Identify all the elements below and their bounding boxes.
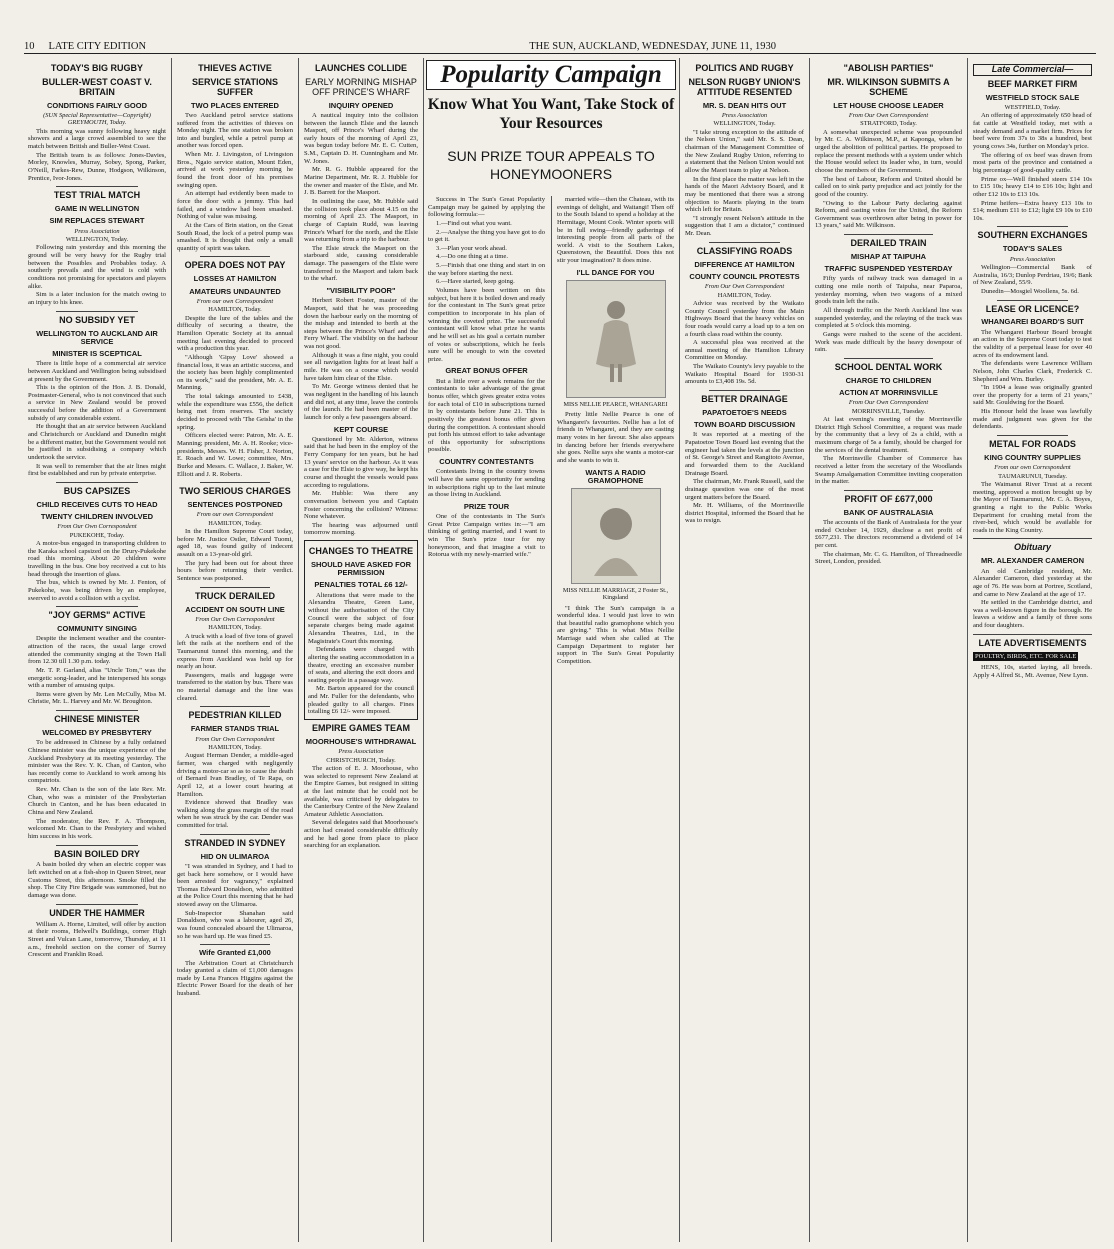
paragraph: Pretty little Nellie Pearce is one of Whangarei's favourites. Nellie has a lot of friends in Whangarei, and they are casting many votes in her favour. She also appears in dancing before her friends everywhere she goes. Nellie says she wants a motor-car and she wants to win it. bbox=[557, 411, 674, 465]
subhead: HID ON ULIMAROA bbox=[200, 851, 270, 861]
headline: UNDER THE HAMMER bbox=[49, 907, 145, 918]
boxed-story bbox=[304, 540, 418, 720]
paragraph: Questioned by Mr. Alderton, witness said that he had been in the employ of the Ferry Company for ten years, but he had 13 years' service on the harbour. As it was a case for the Elsie to give way, he kept his course and thought the vessels would pass according to regulations. bbox=[304, 435, 418, 489]
paragraph: "In 1904 a lease was originally granted over the property for a term of 21 years," said Mr. Gouldwing for the Board. bbox=[973, 384, 1092, 407]
paragraph: Despite the inclement weather and the counter-attraction of the races, the usual large crowd attended the community singing at the Town Hall from 12.30 till 1.30 p.m. today. bbox=[28, 635, 166, 666]
subhead: CONDITIONS FAIRLY GOOD bbox=[46, 100, 147, 110]
paragraph: The total takings amounted to £438, while the expenditure was £556, the deficit being met from reserves. The society decided to proceed with 'The Geisha' in the spring. bbox=[177, 393, 293, 431]
source-line: From Our Own Correspondent bbox=[704, 283, 785, 291]
headline: NELSON RUGBY UNION'S ATTITUDE RESENTED bbox=[688, 76, 801, 97]
formula-item: 3.—Plan your work ahead. bbox=[436, 244, 507, 252]
feature-deck: Know What You Want, Take Stock of Your Resources bbox=[427, 96, 675, 132]
paragraph: But a little over a week remains for the contestants to take advantage of the great bonus offer, which gives greater extra votes for each total of £10 in subscriptions turned in by contestants before June 21. This is positively the greatest bonus offer given during the competition. A contestant should put forth his utmost effort to take advantage of this opportunity for subscriptions possible. bbox=[428, 377, 545, 454]
paragraph: It was reported at a meeting of the Papatoetoe Town Board last evening that the engineer had taken the levels at the junction of St. George's Street and Rangitoto Avenue, and forwarded them to the Auckland Drainage Board. bbox=[685, 431, 804, 477]
paragraph: A basin boiled dry when an electric copper was left switched on at a fish-shop in Queen Street, near Customs Street, this afternoon. Smoke filled the shop. The City Fire Brigade was summoned, but no damage was done. bbox=[28, 861, 166, 900]
paragraph: Following rain yesterday and this morning the ground will be very heavy for the Rugby trial between the Possibles and Probables today. A southerly prevails and the wind is cold with conditions not promising for spectators and players alike. bbox=[28, 244, 166, 290]
column-1 bbox=[24, 60, 170, 1242]
source-line: Press Association bbox=[338, 748, 384, 756]
formula-item: 2.—Analyse the thing you have got to do to get it. bbox=[428, 228, 545, 244]
subhead: COUNTRY CONTESTANTS bbox=[439, 457, 534, 467]
subhead: MISHAP AT TAIPUHA bbox=[850, 251, 927, 261]
paragraph: "Owing to the Labour Party declaring against Reform, and casting votes for the United, the Reform Government was overthrown after being in power for 13 years," said Mr. Wilkinson. bbox=[815, 199, 962, 230]
dancer-silhouette-icon bbox=[586, 294, 646, 384]
subhead: WESTFIELD STOCK SALE bbox=[985, 92, 1080, 102]
source-line: (SUN Special Representative—Copyright) GREYMOUTH, Today. bbox=[43, 111, 151, 127]
paragraph: The hearing was adjourned until tomorrow morning. bbox=[304, 521, 418, 537]
source-line: Press Association bbox=[1009, 255, 1056, 263]
subhead: INQUIRY OPENED bbox=[328, 100, 394, 110]
subhead: WANTS A RADIO GRAMOPHONE bbox=[585, 467, 646, 485]
paragraph: "Although 'Gipsy Love' showed a financial loss, it was an artistic success, and the society has been highly complimented on its work," said the president, Mr. A. E. Manning. bbox=[177, 353, 293, 392]
paragraph: Two Auckland petrol service stations suffered from the activities of thieves on Monday night. The one station was broken into and burgled, while a petrol pump at another was forced open. bbox=[177, 111, 293, 150]
subhead: GAME IN WELLINGTON bbox=[54, 204, 140, 214]
feature-right-column bbox=[553, 196, 678, 1242]
paragraph: The Elsie struck the Masport on the starboard side, causing considerable damage. The passengers of the Elsie were transferred to the Masport and taken back to the wharf. bbox=[304, 244, 418, 283]
paragraph: Dunedin—Mosgiel Woollens, 5s. 6d. bbox=[981, 287, 1079, 295]
paragraph: Sub-Inspector Shanahan said Donaldson, who was a labourer, aged 26, was found concealed aboard the Ulimaroa, so he was hard up. He was fined £5. bbox=[177, 909, 293, 940]
headline: METAL FOR ROADS bbox=[989, 439, 1076, 450]
paper-title: THE SUN, AUCKLAND, WEDNESDAY, JUNE 11, 1930 bbox=[529, 40, 776, 52]
paragraph: To Mr. George witness denied that he was negligent in the handling of his launch and did not, at any time, leave the controls of the launch. He had been master of the launch for only a few passengers aboard. bbox=[304, 383, 418, 421]
subhead: KING COUNTRY SUPPLIES bbox=[984, 452, 1081, 462]
paragraph: He thought that an air service between Auckland and Christchurch or Auckland and Dunedin might be a different matter, but the Government would not be justified in subsidising a company which undertook the service. bbox=[28, 423, 166, 461]
paragraph: A nautical inquiry into the collision between the launch Elsie and the launch Masport, off Prince's Wharf during the early hours of the morning of April 23, was begun today before Mr. E. C. Cutten, S.M., Captain D. H. Cunningham and Mr. W. Jones. bbox=[304, 111, 418, 165]
paragraph: His Honour held the lease was lawfully made and judgment was given for the defendants. bbox=[973, 408, 1092, 431]
paragraph: Success in The Sun's Great Popularity Campaign may be gained by applying the following formula:— bbox=[428, 196, 545, 219]
formula-item: 4.—Do one thing at a time. bbox=[436, 253, 508, 261]
source-line: From our own Correspondent bbox=[196, 511, 274, 519]
paragraph: "I strongly resent Nelson's attitude in the suggestion that I am a dictator," continued Mr. Dean. bbox=[685, 214, 804, 238]
headline: SOUTHERN EXCHANGES bbox=[977, 230, 1088, 241]
paragraph: Sim is a later inclusion for the match owing to an injury to his knee. bbox=[28, 291, 166, 306]
paragraph: The Arbitration Court at Christchurch today granted a claim of £1,000 damages made by Lena Frances Higgins against the Electric Power Board for the death of her husband. bbox=[177, 959, 293, 998]
column-6 bbox=[811, 60, 966, 1242]
paragraph: "I take strong exception to the attitude of the Nelson Union," said Mr. S. S. Dean, chairman of the Management Committee of the New Zealand Rugby Union, referring to a statement that the Nelson Union would not allow the Maori team to play at Nelson. bbox=[685, 128, 804, 174]
dateline: WESTFIELD, Today. bbox=[1004, 104, 1061, 112]
subhead: CHILD RECEIVES CUTS TO HEAD bbox=[36, 499, 158, 509]
paragraph: "I was stranded in Sydney, and I had to get back here somehow, or I would have been arrested for vagrancy," explained Thomas Edward Donaldson, who admitted at the Police Court this morning that he had stowed away on the Ulimaroa. bbox=[177, 862, 293, 909]
paragraph: Contestants living in the country towns will have the same opportunity for sending in subscriptions right up to the last minute as those living in Auckland. bbox=[428, 468, 545, 499]
section-label: Late Commercial— bbox=[973, 64, 1092, 76]
source-line: From our own Correspondent bbox=[196, 297, 274, 305]
paragraph: Rev. Mr. Chan is the son of the late Rev. Mr. Chan, who was a minister of the Presbyterian Church in Canton, and he has been educated in China and New Zealand. bbox=[28, 786, 166, 817]
subhead: LET HOUSE CHOOSE LEADER bbox=[833, 100, 944, 110]
formula-item: 6.—Have started, keep going. bbox=[436, 278, 515, 286]
woman-portrait-icon bbox=[586, 496, 646, 576]
subhead: COUNTY COUNCIL PROTESTS bbox=[689, 271, 800, 281]
subhead: ACCIDENT ON SOUTH LINE bbox=[185, 604, 285, 614]
paragraph: Advice was received by the Waikato County Council yesterday from the Main Highways Board that the heavy vehicles on four roads would carry a load up to a ten on a fourth class road within the county. bbox=[685, 299, 804, 338]
feature-left-column bbox=[424, 196, 549, 1242]
paragraph: "I think The Sun's campaign is a wonderful idea. I would just love to win that beautiful radio gramophone which you are giving." This is what Miss Nellie Marriage said when she called at The Campaign Department to register her support in The Sun's Great Popularity Competition. bbox=[557, 604, 674, 666]
subhead: MR. ALEXANDER CAMERON bbox=[980, 556, 1085, 566]
headline: PEDESTRIAN KILLED bbox=[188, 710, 282, 721]
subhead: GREAT BONUS OFFER bbox=[445, 366, 528, 376]
headline: CLASSIFYING ROADS bbox=[696, 245, 793, 256]
photo-caption: MISS NELLIE PEARCE, WHANGAREI bbox=[563, 401, 668, 409]
paragraph: The accounts of the Bank of Australasia for the year ended October 14, 1929, disclose a net profit of £677,231. The directors recommend a dividend of 14 per cent. bbox=[815, 519, 962, 549]
paragraph: There is little hope of a commercial air service between Auckland and Wellington being subsidised at present by the Government. bbox=[28, 360, 166, 383]
paragraph: Fifty yards of railway track was damaged in a cutting one mile north of Taipuha, near Paparoa, yesterday morning, when two wagons of a mixed goods train left the rails. bbox=[815, 275, 962, 306]
subhead: MINISTER IS SCEPTICAL bbox=[52, 349, 142, 358]
paragraph: The chairman, Mr. C. G. Hamilton, of Threadneedle Street, London, presided. bbox=[815, 550, 962, 566]
paragraph: At the Cars of Brin station, on the Great South Road, the lock of a petrol pump was smashed. It is thought that only a small quantity of spirit was taken. bbox=[177, 221, 293, 252]
paragraph: In the Hamilton Supreme Court today, before Mr. Justice Ostler, Edward Tuomi, aged 18, was found guilty of indecent assault on a 13-year-old girl. bbox=[177, 528, 293, 559]
paragraph: Herbert Robert Foster, master of the Masport, said that he was proceeding down the harbour early on the morning of the mishap and intended to berth at the steps between the Prince's Wharf and the Ferry Wharf. The visibility on the harbour was not good. bbox=[304, 297, 418, 351]
paragraph: Mr. Hubble: Was there any conversation between you and Captain Foster concerning the collision? Witness: None whatever. bbox=[304, 490, 418, 521]
source-line: From Our Own Correspondent bbox=[848, 111, 929, 119]
headline: EARLY MORNING MISHAP OFF PRINCE'S WHARF bbox=[305, 76, 417, 97]
column-rule bbox=[298, 58, 299, 1242]
dateline: PUKEKOHE, Today. bbox=[69, 531, 125, 539]
source-line: Press Association bbox=[721, 111, 768, 119]
headline: OPERA DOES NOT PAY bbox=[184, 260, 286, 271]
headline: LEASE OR LICENCE? bbox=[985, 303, 1080, 314]
subhead: BANK OF AUSTRALASIA bbox=[843, 507, 934, 517]
paragraph: Mr. Barton appeared for the council and Mr. Fuller for the defendants, who pleaded guilty to all charges. Fines totalling £6 12/- were imposed. bbox=[308, 685, 414, 716]
paragraph: One of the contestants in The Sun's Great Prize Campaign writes in:—"I am thinking of getting married, and I want to win The Sun's prize tour for my honeymoon, and that imagine a visit to Rotorua with my newly-married wife." bbox=[428, 513, 545, 559]
paragraph: He settled in the Cambridge district, and was a well-known figure in the borough. He leaves a widow and a family of three sons and four daughters. bbox=[973, 599, 1092, 630]
paragraph: Mr. H. Williams, of the Morrinsville district Hospital, informed the Board that he was to resign. bbox=[685, 502, 804, 525]
portrait-photo bbox=[566, 280, 666, 398]
paragraph: August Herman Dender, a middle-aged farmer, was charged with negligently driving a motor-car so as to cause the death of Bernard Ivan Bradley, of Te Rapa, on April 12, at a lower court hearing at Hamilton. bbox=[177, 752, 293, 798]
paragraph: Prime heifers—Extra heavy £13 10s to £14; medium £11 to £12; light £9 10s to £10 10s. bbox=[973, 199, 1092, 222]
headline: CHINESE MINISTER bbox=[54, 714, 140, 725]
paragraph: The jury had been out for about three hours before returning their verdict. Sentence was postponed. bbox=[177, 559, 293, 582]
paragraph: Despite the lure of the tables and the difficulty of securing a theatre, the Hamilton Operatic Society at its annual meeting last evening decided to proceed with a production this year. bbox=[177, 314, 293, 353]
paragraph: When Mr. J. Livingston, of Livingston Bros., Ngaio service station, Mount Eden, arrived at work yesterday morning he found the front door of his premises swinging open. bbox=[177, 151, 293, 189]
subhead: SIM REPLACES STEWART bbox=[49, 216, 145, 226]
subhead: WELCOMED BY PRESBYTERY bbox=[42, 728, 152, 738]
headline: BEEF MARKET FIRM bbox=[987, 78, 1078, 89]
dateline: WELLINGTON, Today. bbox=[713, 120, 776, 128]
paragraph: The defendants were Lawrence William Nelson, John Charles Clark, Frederick C. Shepherd and Wm. Burley. bbox=[973, 360, 1092, 383]
headline: Obituary bbox=[1013, 542, 1051, 553]
dateline: STRATFORD, Today. bbox=[860, 120, 917, 128]
paragraph: Evidence showed that Bradley was walking along the grass margin of the road when he was struck by the car. Dender was committed for trial. bbox=[177, 799, 293, 830]
subhead: SHOULD HAVE ASKED FOR PERMISSION bbox=[310, 559, 411, 578]
subhead: AMATEURS UNDAUNTED bbox=[189, 286, 281, 296]
paragraph: The Morrinsville Chamber of Commerce has received a letter from the secretary of the Woodlands Swamp Amalgamation Committee inviting cooperation in the matter. bbox=[815, 455, 962, 486]
dateline: MORRINSVILLE, Tuesday. bbox=[851, 407, 926, 415]
dateline: CHRISTCHURCH, Today. bbox=[326, 756, 396, 764]
subhead: KEPT COURSE bbox=[333, 424, 389, 434]
headline: BETTER DRAINAGE bbox=[701, 394, 788, 405]
dateline: HAMILTON, Today. bbox=[208, 519, 262, 527]
headline: DERAILED TRAIN bbox=[850, 238, 927, 249]
paragraph: Passengers, mails and luggage were transferred to the station by bus. There was no material damage and the line was cleared. bbox=[177, 671, 293, 702]
paragraph: The moderator, the Rev. F. A. Thompson, welcomed Mr. Chan to the Presbytery and wished him success in his work. bbox=[28, 817, 166, 840]
headline: TEST TRIAL MATCH bbox=[53, 190, 141, 201]
portrait-photo bbox=[571, 488, 661, 584]
headline: BULLER-WEST COAST V. BRITAIN bbox=[42, 76, 152, 97]
subhead: PENALTIES TOTAL £6 12/- bbox=[314, 580, 408, 590]
paragraph: Wellington—Commercial Bank of Australia, 16/3; Dunlop Perdriau, 19/6; Bank of New Zealand, 55/9. bbox=[973, 263, 1092, 287]
campaign-banner: Popularity Campaign bbox=[426, 60, 676, 90]
kicker: POLITICS AND RUGBY bbox=[695, 63, 794, 73]
paragraph: Volumes have been written on this subject, but here it is boiled down and ready for the contestant in The Sun's great prize competition to incorporate in his plan of winning the coveted prize. The successful contestant will know what prize he wants and he will set as his goal a certain number of votes or subscriptions, which he feels sure will be enough to win the coveted prize. bbox=[428, 287, 545, 363]
column-rule bbox=[967, 58, 968, 1242]
paragraph: Alterations that were made to the Alexandra Theatre, Green Lane, without the authorisation of the City Council were the subject of four separate charges being made against Alexandra Theatres, Ltd., in the Magistrate's Court this morning. bbox=[308, 591, 414, 645]
subhead: TOWN BOARD DISCUSSION bbox=[693, 420, 796, 430]
subhead: MR. S. DEAN HITS OUT bbox=[702, 100, 787, 110]
paragraph: Mr. R. G. Hubble appeared for the Marine Department, Mr. R. J. Hubble for the owner and master of the Elsie, and Mr. J. B. Barrett for the Masport. bbox=[304, 166, 418, 197]
subhead: TWENTY CHILDREN INVOLVED bbox=[40, 512, 154, 521]
feature-headline: SUN PRIZE TOUR APPEALS TO HONEYMOONERS bbox=[447, 148, 655, 182]
headline: NO SUBSIDY YET bbox=[59, 314, 135, 325]
column-rule bbox=[551, 196, 552, 1242]
dateline: HAMILTON, Today. bbox=[208, 624, 262, 632]
headline: BUS CAPSIZES bbox=[63, 485, 131, 496]
subhead: PRIZE TOUR bbox=[463, 501, 510, 511]
column-5 bbox=[681, 60, 808, 1242]
paragraph: All through traffic on the North Auckland line was suspended yesterday, and the relaying of the track was completed at 5 o'clock this morning. bbox=[815, 307, 962, 330]
column-2 bbox=[173, 60, 297, 1242]
dateline: HAMILTON, Today. bbox=[208, 306, 262, 314]
paragraph: To be addressed in Chinese by a fully ordained Chinese minister was the unique experience of the Auckland Presbytery at its meeting yesterday. The minister was the Rev. Y. K. Chan, of Canton, who has recently come to Auckland to work among his compatriots. bbox=[28, 739, 166, 785]
column-rule bbox=[809, 58, 810, 1242]
subhead: ACTION AT MORRINSVILLE bbox=[839, 388, 938, 398]
paragraph: The best of Labour, Reform and United should be called on to sink party prejudice and act jointly for the good of the country. bbox=[815, 175, 962, 198]
paragraph: This is the opinion of the Hon. J. B. Donald, Postmaster-General, who is not convinced that such a service in New Zealand would be proved successful before the addition of a Government subsidy of any considerable extent. bbox=[28, 384, 166, 422]
kicker: TODAY'S BIG RUGBY bbox=[50, 63, 144, 73]
paragraph: A motor-bus engaged in transporting children to the Karaka school capsized on the Drury-Pukekohe road this morning. About 20 children were travelling in the bus. One boy received a cut to his head through the insertion of glass. bbox=[28, 540, 166, 578]
paragraph: An attempt had evidently been made to force the door with a jemmy. This had failed, and a window had been smashed. Nothing of value was missing. bbox=[177, 190, 293, 221]
paragraph: Officers elected were: Patron, Mr. A. E. Manning; president, Mr. A. H. Rooke; vice-presidents, Messrs. W. H. Fisher, J. Norton, E. Roach and W. Lowe; committee, Mrs. Burke and Messrs. C. Wallace, J. Baker, W. Elliott and J. R. Roberts. bbox=[177, 432, 293, 478]
paragraph: The Waikato County's levy payable to the Waikato Hospital Board for 1930-31 amounts to £3,408 19s. 5d. bbox=[685, 363, 804, 386]
subhead: DIFFERENCE AT HAMILTON bbox=[694, 259, 795, 269]
paragraph: The action of E. J. Moorhouse, who was selected to represent New Zealand at the Empire Games, but resigned in sitting at the last minute that he could not be available, was criticised by delegates to the Canterbury Centre of the New Zealand Amateur Athletic Association. bbox=[304, 764, 418, 818]
paragraph: Mr. T. P. Garland, alias "Uncle Tom," was the energetic song-leader, and he interspersed his songs with a number of amusing quips. bbox=[28, 666, 166, 690]
source-line: From Our Own Correspondent bbox=[195, 615, 275, 623]
kicker: THIEVES ACTIVE bbox=[198, 63, 272, 73]
paragraph: A somewhat unexpected scheme was propounded by Mr. C. A. Wilkinson, M.P., at Kaponga, when he urged the abolition of political parties. He proposed to replace the present methods with a system under which the House would select its leader who, in turn, would choose the members of the Government. bbox=[815, 128, 962, 174]
paragraph: The chairman, Mr. Frank Russell, said the drainage question was one of the most urgent matters before the Board. bbox=[685, 478, 804, 501]
paragraph: This morning was sunny following heavy night showers and a large crowd assembled to see the match between British and Buller-West Coast. bbox=[28, 127, 166, 151]
subhead: TWO PLACES ENTERED bbox=[191, 100, 279, 110]
kicker: "ABOLISH PARTIES" bbox=[843, 63, 934, 73]
ads-category: POULTRY, BIRDS, ETC. FOR SALE bbox=[975, 652, 1077, 660]
paragraph: An offering of approximately 650 head of fat cattle at Westfield today, met with a steady demand and a market firm. Prices for beef were from 37s to 38s a hundred, best young cows 34s, further on Monday's price. bbox=[973, 112, 1092, 151]
paragraph: married wife—then the Chateau, with its evenings of delight, and Waitangi! Then off to the South Island to spend a holiday at the Hermitage, Mount Cook. Winter sports will be in full swing—friendly gatherings of interesting people from all parts of the world. A visit to the Southern Lakes, Queenstown, the Beautiful. Does this not stir your imagination? It does mine. bbox=[557, 196, 674, 265]
paragraph: A truck with a load of five tons of gravel left the rails at the northern end of the Taumarunui tunnel this morning, and the express from Auckland was held up for nearly an hour. bbox=[177, 632, 293, 671]
source-line: Press Association bbox=[74, 227, 120, 235]
paragraph: At last evening's meeting of the Morrinsville District High School Committee, a request was made by the community that a levy of 2s a child, with a maximum charge of 5s a family, should be charged for the services of the dental treatment. bbox=[815, 416, 962, 454]
subhead: "VISIBILITY POOR" bbox=[326, 286, 396, 296]
page-number: 10 bbox=[24, 40, 35, 52]
paragraph: Items were given by Mr. Len McCully, Miss M. Christie, Mr. L. Harvey and Mr. W. Broughton. bbox=[28, 690, 166, 706]
paragraph: A successful plea was received at the annual meeting of the Hamilton Library Committee on Monday. bbox=[685, 339, 804, 362]
paragraph: The Whangarei Harbour Board brought an action in the Supreme Court today to test the validity of a perpetual lease for over 40 acres of its endowment land. bbox=[973, 328, 1092, 359]
paragraph: The offering of ox beef was drawn from most parts of the province and contained a big percentage of good-quality cattle. bbox=[973, 151, 1092, 174]
paragraph: The British team is as follows: Jones-Davies, Morley, Knowles, Murray, Sobey, Spong, Parker, O'Neill, Farkes-Rew, Dunne, Hodgson, Wilkinson, Prentice, Ivor-Jones. bbox=[28, 151, 166, 182]
source-line: From Our Own Correspondent bbox=[57, 523, 137, 531]
headline: PROFIT OF £677,000 bbox=[844, 493, 933, 504]
headline: SCHOOL DENTAL WORK bbox=[834, 361, 943, 372]
headline: MR. WILKINSON SUBMITS A SCHEME bbox=[827, 76, 950, 97]
subhead: I'LL DANCE FOR YOU bbox=[576, 267, 655, 277]
subhead: TODAY'S SALES bbox=[1002, 244, 1063, 254]
subhead: COMMUNITY SINGING bbox=[57, 624, 137, 634]
subhead: TRAFFIC SUSPENDED YESTERDAY bbox=[824, 264, 953, 274]
edition-label: LATE CITY EDITION bbox=[48, 40, 147, 52]
paragraph: The Waimanui River Trust at a recent meeting, approved a motion brought up by the Mayor of Taumarunui, Mr. C. A. Boyes, granting a right to the Public Works Department for crushing metal from the river-bed, which would be available for roads in the King Country. bbox=[973, 481, 1092, 534]
headline: STRANDED IN SYDNEY bbox=[184, 837, 286, 848]
headline: EMPIRE GAMES TEAM bbox=[311, 722, 410, 733]
headline: "JOY GERMS" ACTIVE bbox=[48, 610, 146, 621]
paragraph: Gangs were rushed to the scene of the accident. Work was made difficult by the heavy downpour of rain. bbox=[815, 330, 962, 354]
paragraph: Defendants were charged with altering the seating accommodation in a theatre, erecting an excessive number of seats, and altering the exit doors and seating people in a passage way. bbox=[308, 646, 414, 684]
column-7 bbox=[969, 60, 1096, 1242]
dateline: HAMILTON, Today. bbox=[208, 743, 262, 751]
source-line: From Our Own Correspondent bbox=[848, 399, 929, 407]
subhead: WELLINGTON TO AUCKLAND AIR SERVICE bbox=[36, 328, 158, 346]
headline: BASIN BOILED DRY bbox=[54, 848, 140, 859]
subhead: LOSSES AT HAMILTON bbox=[193, 274, 277, 284]
headline: SERVICE STATIONS SUFFER bbox=[191, 76, 278, 97]
subhead: FARMER STANDS TRIAL bbox=[190, 724, 280, 734]
subhead: WHANGAREI BOARD'S SUIT bbox=[981, 317, 1084, 327]
paragraph: It was well to remember that the air lines might first be established and run by private enterprise. bbox=[28, 462, 166, 478]
dateline: HAMILTON, Today. bbox=[717, 291, 772, 299]
subhead: MOORHOUSE'S WITHDRAWAL bbox=[305, 736, 417, 746]
subhead: PAPATOETOE'S NEEDS bbox=[702, 407, 787, 417]
paragraph: An old Cambridge resident, Mr. Alexander Cameron, died yesterday at the age of 76. He was born at Portree, Scotland, and came to New Zealand at the age of 17. bbox=[973, 567, 1092, 598]
headline: TWO SERIOUS CHARGES bbox=[179, 486, 291, 497]
kicker: LAUNCHES COLLIDE bbox=[315, 63, 407, 73]
headline: CHANGES TO THEATRE bbox=[308, 546, 414, 557]
ad-text: HENS, 10s, started laying, all breeds. Apply 4 Alfred St., Mt. Avenue, New Lynn. bbox=[973, 664, 1092, 679]
dateline: WELLINGTON, Today. bbox=[65, 236, 129, 244]
source-line: From our own Correspondent bbox=[994, 464, 1071, 472]
paragraph: Several delegates said that Moorhouse's action had created considerable difficulty and he had gone from place to place searching for an explanation. bbox=[304, 819, 418, 850]
column-rule bbox=[679, 58, 680, 1242]
subhead: CHARGE TO CHILDREN bbox=[845, 375, 932, 385]
column-3 bbox=[300, 60, 422, 1242]
subhead: SENTENCES POSTPONED bbox=[187, 500, 283, 510]
ads-headline: LATE ADVERTISEMENTS bbox=[978, 637, 1087, 648]
paragraph: In the first place the matter was left in the hands of the Maori Advisory Board, and it may be mentioned that there was a strong objection to Maoris playing in the team which left for Britain. bbox=[685, 175, 804, 214]
source-line: From Our Own Correspondent bbox=[195, 735, 275, 743]
paragraph: In outlining the case, Mr. Hubble said the collision took place about 4.15 on the morning of April 23. The Masport, in charge of Captain Rudd, was leaving Prince's Wharf for the north, and the Elsie was returning from a trip to the harbour. bbox=[304, 197, 418, 244]
headline: Wife Granted £1,000 bbox=[199, 948, 271, 958]
paragraph: Prime ox—Well finished steers £14 10s to £15 10s; heavy £14 to £16 10s; light and other £12 10s to £13 10s. bbox=[973, 175, 1092, 198]
headline: TRUCK DERAILED bbox=[195, 590, 275, 601]
photo-caption: MISS NELLIE MARRIAGE, 2 Foster St., Kingsland bbox=[562, 587, 669, 602]
paragraph: Although it was a fine night, you could see all navigation lights for at least half a mile. He was on a course which would have taken him clear of the Elsie. bbox=[304, 351, 418, 382]
paragraph: William A. Horne, Limited, will offer by auction at their rooms, Helwell's Buildings, corner High Street and Vulcan Lane, tomorrow, Thursday, at 11 a.m., freehold section on the corner of Surrey Crescent and Franklin Road. bbox=[28, 920, 166, 959]
dateline: TAUMARUNUI, Tuesday. bbox=[998, 472, 1067, 480]
paragraph: The bus, which is owned by Mr. J. Fenton, of Pukekohe, was being driven by an employee, swerved to avoid a collision with a cyclist. bbox=[28, 579, 166, 602]
formula-item: 1.—Find out what you want. bbox=[436, 219, 512, 227]
column-rule bbox=[171, 58, 172, 1242]
masthead bbox=[24, 40, 1096, 54]
formula-item: 5.—Finish that one thing and start in on the way before starting the next. bbox=[428, 262, 545, 277]
